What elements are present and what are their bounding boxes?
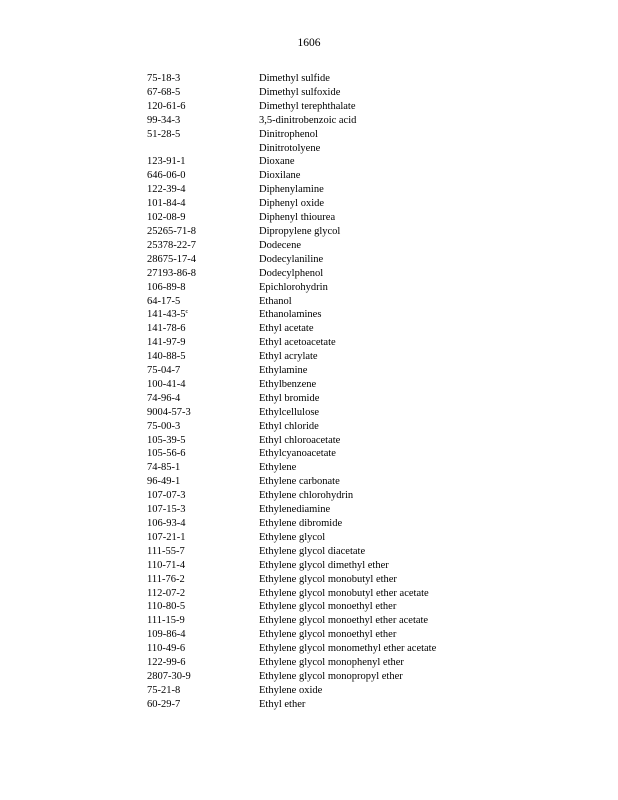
page-number: 1606 <box>297 37 321 49</box>
cas-number <box>147 531 259 545</box>
cas-number <box>147 197 259 211</box>
cas-number <box>147 336 259 350</box>
chemical-row <box>147 420 436 434</box>
cas-number-text: 96-49-1 <box>147 476 181 488</box>
chemical-row <box>147 86 436 100</box>
chemical-row <box>147 295 436 309</box>
chemical-name: Diphenyl oxide <box>259 198 325 210</box>
cas-number <box>147 489 259 503</box>
chemical-row <box>147 531 436 545</box>
cas-number <box>147 642 259 656</box>
cas-number-text: 141-43-5 <box>147 309 186 321</box>
cas-number-text: 102-08-9 <box>147 212 186 224</box>
cas-number <box>147 656 259 670</box>
chemical-name: Ethylene glycol monobutyl ether acetate <box>259 587 429 599</box>
cas-number-text: 100-41-4 <box>147 378 186 390</box>
cas-number-text: 99-34-3 <box>147 114 181 126</box>
chemical-row <box>147 587 436 601</box>
cas-number <box>147 392 259 406</box>
chemical-name: Ethyl acetate <box>259 323 314 335</box>
cas-number-text: 64-17-5 <box>147 295 181 307</box>
cas-number <box>147 295 259 309</box>
cas-number <box>147 600 259 614</box>
chemical-name: Ethylamine <box>259 365 308 377</box>
cas-number <box>147 517 259 531</box>
chemical-name: Dimethyl sulfoxide <box>259 86 341 98</box>
cas-number-text: 101-84-4 <box>147 198 186 210</box>
cas-number <box>147 545 259 559</box>
chemical-name: Ethanol <box>259 295 292 307</box>
cas-number-text: 107-15-3 <box>147 504 186 516</box>
cas-number <box>147 684 259 698</box>
cas-number <box>147 100 259 114</box>
cas-number-text: 110-49-6 <box>147 643 186 655</box>
cas-number-text: 105-39-5 <box>147 434 186 446</box>
cas-number-text: 140-88-5 <box>147 351 186 363</box>
chemical-row <box>147 364 436 378</box>
cas-footnote-marker: c <box>185 309 189 316</box>
chemical-name: Ethylene dibromide <box>259 518 343 529</box>
cas-number <box>147 72 259 86</box>
chemical-name: Ethylene glycol monobutyl ether <box>259 573 397 585</box>
cas-number <box>147 698 259 712</box>
cas-number <box>147 475 259 489</box>
cas-number <box>147 364 259 378</box>
chemical-row <box>147 614 436 628</box>
chemical-row <box>147 517 436 531</box>
chemical-name: Dodecylaniline <box>259 253 324 265</box>
cas-number-text: 75-18-3 <box>147 73 181 84</box>
cas-number-text: 74-85-1 <box>147 462 181 474</box>
cas-number-text: 106-93-4 <box>147 518 186 529</box>
cas-number-text: 141-78-6 <box>147 323 186 335</box>
chemical-row <box>147 573 436 587</box>
chemical-row <box>147 670 436 684</box>
chemical-list <box>147 72 436 712</box>
cas-number <box>147 86 259 100</box>
chemical-row <box>147 628 436 642</box>
cas-number-text: 111-15-9 <box>147 615 185 627</box>
chemical-row <box>147 350 436 364</box>
cas-number <box>147 183 259 197</box>
chemical-row <box>147 447 436 461</box>
cas-number-text: 111-55-7 <box>147 545 185 557</box>
chemical-row <box>147 698 436 712</box>
chemical-name: Ethylcellulose <box>259 406 320 418</box>
cas-number-text: 27193-86-8 <box>147 267 196 279</box>
cas-number <box>147 281 259 295</box>
cas-number-text: 120-61-6 <box>147 100 186 112</box>
chemical-name: Ethylene glycol <box>259 531 326 543</box>
chemical-row <box>147 100 436 114</box>
chemical-name: Ethylenediamine <box>259 504 331 516</box>
chemical-row <box>147 336 436 350</box>
cas-number-text: 106-89-8 <box>147 281 186 293</box>
cas-number-text: 9004-57-3 <box>147 406 191 418</box>
chemical-name: Ethyl bromide <box>259 392 320 404</box>
cas-number <box>147 447 259 461</box>
cas-number <box>147 155 259 169</box>
cas-number <box>147 350 259 364</box>
chemical-name: Ethyl chloroacetate <box>259 434 341 446</box>
chemical-name: Ethylene glycol monoethyl ether acetate <box>259 615 429 627</box>
cas-number <box>147 573 259 587</box>
chemical-name: Ethylbenzene <box>259 378 317 390</box>
cas-number-text: 646-06-0 <box>147 170 186 182</box>
cas-number-text: 25378-22-7 <box>147 239 196 251</box>
cas-number-text: 107-21-1 <box>147 531 186 543</box>
cas-number-text: 60-29-7 <box>147 698 181 710</box>
chemical-name: Ethylene glycol monoethyl ether <box>259 629 397 641</box>
chemical-row <box>147 169 436 183</box>
chemical-row <box>147 461 436 475</box>
cas-number <box>147 670 259 684</box>
chemical-row <box>147 559 436 573</box>
cas-number <box>147 503 259 517</box>
chemical-name: Ethylene glycol dimethyl ether <box>259 559 389 571</box>
cas-number-text: 51-28-5 <box>147 128 181 140</box>
chemical-name: Ethyl ether <box>259 698 306 710</box>
cas-number-text: 25265-71-8 <box>147 225 196 237</box>
cas-number-text: 110-71-4 <box>147 559 186 571</box>
chemical-name: Diphenylamine <box>259 184 324 196</box>
chemical-name: Ethylene oxide <box>259 684 323 696</box>
chemical-name: Dioxilane <box>259 170 301 182</box>
cas-number <box>147 142 259 156</box>
chemical-name: Dinitrophenol <box>259 128 318 140</box>
chemical-name: Ethylene chlorohydrin <box>259 490 354 502</box>
cas-number <box>147 169 259 183</box>
chemical-row <box>147 142 436 156</box>
cas-number <box>147 239 259 253</box>
chemical-row <box>147 155 436 169</box>
chemical-row <box>147 308 436 322</box>
chemical-row <box>147 684 436 698</box>
cas-number <box>147 614 259 628</box>
chemical-row <box>147 128 436 142</box>
cas-number <box>147 253 259 267</box>
cas-number-text: 105-56-6 <box>147 448 186 460</box>
cas-number <box>147 378 259 392</box>
chemical-row <box>147 656 436 670</box>
chemical-row <box>147 253 436 267</box>
chemical-name: Ethylene glycol monoethyl ether <box>259 601 397 613</box>
chemical-row <box>147 406 436 420</box>
chemical-row <box>147 114 436 128</box>
chemical-name: Diphenyl thiourea <box>259 212 336 224</box>
chemical-row <box>147 434 436 448</box>
cas-number <box>147 128 259 142</box>
chemical-name: Dioxane <box>259 156 295 168</box>
chemical-row <box>147 211 436 225</box>
cas-number-text: 123-91-1 <box>147 156 186 168</box>
chemical-row <box>147 322 436 336</box>
chemical-name: Ethylcyanoacetate <box>259 448 336 460</box>
chemical-row <box>147 281 436 295</box>
chemical-name: Dipropylene glycol <box>259 225 341 237</box>
cas-number-text: 67-68-5 <box>147 86 181 98</box>
cas-number-text: 110-80-5 <box>147 601 186 613</box>
cas-number-text: 75-00-3 <box>147 420 181 432</box>
chemical-row <box>147 225 436 239</box>
chemical-row <box>147 267 436 281</box>
cas-number <box>147 322 259 336</box>
chemical-name: Ethyl acetoacetate <box>259 337 336 349</box>
cas-number <box>147 225 259 239</box>
cas-number <box>147 587 259 601</box>
chemical-row <box>147 72 436 86</box>
chemical-row <box>147 378 436 392</box>
chemical-name: Ethylene glycol monophenyl ether <box>259 657 404 669</box>
cas-number-text: 111-76-2 <box>147 573 185 585</box>
cas-number-text: 122-39-4 <box>147 184 186 196</box>
cas-number <box>147 308 259 322</box>
chemical-name: Dimethyl terephthalate <box>259 100 356 112</box>
chemical-row <box>147 489 436 503</box>
chemical-name: Dodecylphenol <box>259 267 324 279</box>
cas-number-text: 74-96-4 <box>147 392 181 404</box>
chemical-row <box>147 642 436 656</box>
cas-number-text: 2807-30-9 <box>147 670 191 682</box>
chemical-row <box>147 600 436 614</box>
cas-number-text: 109-86-4 <box>147 629 186 641</box>
chemical-row <box>147 183 436 197</box>
cas-number <box>147 114 259 128</box>
chemical-row <box>147 197 436 211</box>
chemical-row <box>147 475 436 489</box>
chemical-name: Ethyl chloride <box>259 420 319 432</box>
cas-number <box>147 267 259 281</box>
chemical-name: Ethyl acrylate <box>259 351 318 363</box>
chemical-name: Dinitrotolyene <box>259 142 321 154</box>
chemical-row <box>147 239 436 253</box>
cas-number-text: 141-97-9 <box>147 337 186 349</box>
cas-number <box>147 461 259 475</box>
chemical-name: Ethanolamines <box>259 309 322 321</box>
chemical-row <box>147 503 436 517</box>
cas-number <box>147 628 259 642</box>
cas-number <box>147 434 259 448</box>
chemical-name: Ethylene glycol monopropyl ether <box>259 670 403 682</box>
cas-number-text: 28675-17-4 <box>147 253 196 265</box>
chemical-row <box>147 392 436 406</box>
chemical-name: Dodecene <box>259 239 301 251</box>
cas-number-text: 75-21-8 <box>147 684 181 696</box>
chemical-name: 3,5-dinitrobenzoic acid <box>259 114 357 126</box>
cas-number <box>147 406 259 420</box>
chemical-name: Ethylene <box>259 462 297 474</box>
chemical-row <box>147 545 436 559</box>
chemical-name: Epichlorohydrin <box>259 281 328 293</box>
cas-number-text: 122-99-6 <box>147 657 186 669</box>
chemical-name: Ethylene glycol diacetate <box>259 545 366 557</box>
cas-number-text: 112-07-2 <box>147 587 186 599</box>
chemical-name: Ethylene carbonate <box>259 476 340 488</box>
cas-number-text: 107-07-3 <box>147 490 186 502</box>
chemical-name: Dimethyl sulfide <box>259 73 330 84</box>
chemical-name: Ethylene glycol monomethyl ether acetate <box>259 643 437 655</box>
cas-number <box>147 211 259 225</box>
cas-number-text: 75-04-7 <box>147 365 181 377</box>
cas-number <box>147 559 259 573</box>
cas-number <box>147 420 259 434</box>
